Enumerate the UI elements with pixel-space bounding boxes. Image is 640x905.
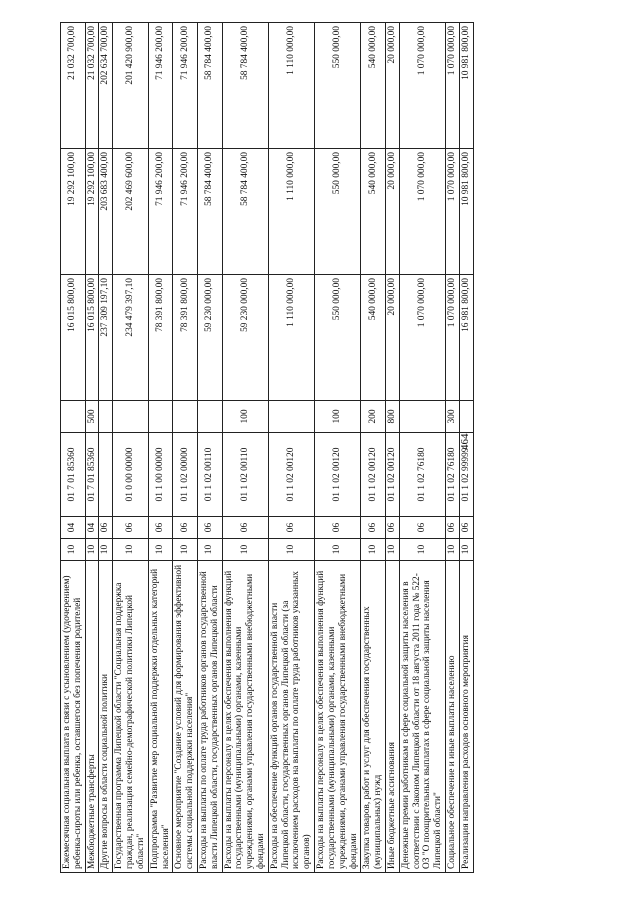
expense-type-code [197, 401, 222, 433]
amount-year-2: 202 469 600,00 [113, 149, 148, 275]
row-name: Другие вопросы в области социальной политики [99, 561, 113, 873]
amount-year-3: 201 420 900,00 [113, 23, 148, 149]
amount-year-1: 1 070 000,00 [399, 275, 445, 401]
amount-year-2: 71 946 200,00 [148, 149, 173, 275]
razdel-code: 10 [173, 539, 198, 561]
table-row [173, 23, 198, 873]
amount-year-1: 16 981 800,00 [459, 275, 473, 401]
table-row [222, 23, 268, 873]
table-row [85, 23, 99, 873]
row-name: Реализация направления расходов основного мероприятия [459, 561, 473, 873]
razdel-code: 10 [399, 539, 445, 561]
razdel-code: 10 [85, 539, 99, 561]
amount-year-1: 20 000,00 [385, 275, 399, 401]
table-row [361, 23, 386, 873]
amount-year-1: 16 015 800,00 [61, 275, 86, 401]
expense-type-code [399, 401, 445, 433]
table-row [446, 23, 460, 873]
podrazdel-code: 06 [361, 517, 386, 539]
table-row [99, 23, 113, 873]
expense-type-code [459, 401, 473, 433]
target-article-code: 01 1 02 76180 [446, 433, 460, 517]
page-number: 464 [459, 433, 471, 450]
amount-year-3: 550 000,00 [315, 23, 361, 149]
table-row [399, 23, 445, 873]
amount-year-3: 71 946 200,00 [148, 23, 173, 149]
amount-year-2: 10 981 800,00 [459, 149, 473, 275]
row-name: Денежные премии работникам в сфере социальной защиты населения в соответствии с Законом Липецкой области от 18 августа 2011 года № 522-ОЗ "О поощрительных выплатах в сфере социальной защиты населения Липецкой области" [399, 561, 445, 873]
row-name: Межбюджетные трансферты [85, 561, 99, 873]
amount-year-3: 540 000,00 [361, 23, 386, 149]
expense-type-code [173, 401, 198, 433]
amount-year-1: 237 309 197,10 [99, 275, 113, 401]
table-row [268, 23, 314, 873]
row-name: Расходы на выплаты персоналу в целях обеспечения выполнения функций государственными (муниципальными) органами, казенными учреждениями, органами управления государственными внебюджетными фондами [315, 561, 361, 873]
amount-year-3: 1 070 000,00 [446, 23, 460, 149]
expense-type-code [61, 401, 86, 433]
podrazdel-code: 04 [85, 517, 99, 539]
amount-year-2: 19 292 100,00 [85, 149, 99, 275]
razdel-code: 10 [315, 539, 361, 561]
amount-year-1: 550 000,00 [315, 275, 361, 401]
podrazdel-code: 06 [459, 517, 473, 539]
amount-year-3: 20 000,00 [385, 23, 399, 149]
razdel-code: 10 [361, 539, 386, 561]
amount-year-3: 1 110 000,00 [268, 23, 314, 149]
razdel-code: 10 [459, 539, 473, 561]
podrazdel-code: 06 [197, 517, 222, 539]
row-name: Закупка товаров, работ и услуг для обеспечения государственных (муниципальных) нужд [361, 561, 386, 873]
podrazdel-code: 06 [222, 517, 268, 539]
amount-year-2: 1 070 000,00 [399, 149, 445, 275]
target-article-code: 01 1 02 00120 [315, 433, 361, 517]
table-row [315, 23, 361, 873]
razdel-code: 10 [148, 539, 173, 561]
razdel-code: 10 [99, 539, 113, 561]
razdel-code: 10 [61, 539, 86, 561]
row-name: Подпрограмма "Развитие мер социальной поддержки отдельных категорий населения" [148, 561, 173, 873]
expense-type-code [268, 401, 314, 433]
podrazdel-code: 06 [315, 517, 361, 539]
razdel-code: 10 [446, 539, 460, 561]
amount-year-3: 21 032 700,00 [85, 23, 99, 149]
amount-year-2: 58 784 400,00 [222, 149, 268, 275]
amount-year-2: 540 000,00 [361, 149, 386, 275]
amount-year-2: 550 000,00 [315, 149, 361, 275]
rotated-page-content [60, 23, 588, 873]
amount-year-3: 58 784 400,00 [197, 23, 222, 149]
row-name: Государственная программа Липецкой области "Социальная поддержка граждан, реализация семейно-демографической политики Липецкой области" [113, 561, 148, 873]
amount-year-2: 20 000,00 [385, 149, 399, 275]
amount-year-1: 78 391 800,00 [173, 275, 198, 401]
target-article-code: 01 1 02 76180 [399, 433, 445, 517]
amount-year-2: 1 110 000,00 [268, 149, 314, 275]
target-article-code: 01 1 02 99999 [459, 433, 473, 517]
target-article-code: 01 1 02 00000 [173, 433, 198, 517]
row-name: Иные бюджетные ассигнования [385, 561, 399, 873]
amount-year-1: 540 000,00 [361, 275, 386, 401]
podrazdel-code: 06 [173, 517, 198, 539]
target-article-code: 01 1 02 00110 [222, 433, 268, 517]
target-article-code: 01 1 02 00120 [385, 433, 399, 517]
amount-year-2: 203 683 400,00 [99, 149, 113, 275]
table-row [148, 23, 173, 873]
target-article-code: 01 7 01 85360 [61, 433, 86, 517]
amount-year-3: 71 946 200,00 [173, 23, 198, 149]
razdel-code: 10 [268, 539, 314, 561]
expense-type-code: 800 [385, 401, 399, 433]
target-article-code: 01 1 02 00110 [197, 433, 222, 517]
amount-year-3: 21 032 700,00 [61, 23, 86, 149]
expense-type-code: 500 [85, 401, 99, 433]
table-row [61, 23, 86, 873]
podrazdel-code: 06 [148, 517, 173, 539]
amount-year-3: 202 634 700,00 [99, 23, 113, 149]
amount-year-1: 59 230 000,00 [197, 275, 222, 401]
podrazdel-code: 06 [113, 517, 148, 539]
table-row [113, 23, 148, 873]
amount-year-1: 16 015 800,00 [85, 275, 99, 401]
expense-type-code: 200 [361, 401, 386, 433]
podrazdel-code: 04 [61, 517, 86, 539]
amount-year-1: 78 391 800,00 [148, 275, 173, 401]
podrazdel-code: 06 [446, 517, 460, 539]
amount-year-1: 1 110 000,00 [268, 275, 314, 401]
target-article-code: 01 1 02 00120 [361, 433, 386, 517]
row-name: Социальное обеспечение и иные выплаты населению [446, 561, 460, 873]
expense-type-code: 300 [446, 401, 460, 433]
table-row [197, 23, 222, 873]
amount-year-2: 71 946 200,00 [173, 149, 198, 275]
target-article-code: 01 7 01 85360 [85, 433, 99, 517]
expense-type-code: 100 [222, 401, 268, 433]
podrazdel-code: 06 [385, 517, 399, 539]
target-article-code [99, 433, 113, 517]
razdel-code: 10 [113, 539, 148, 561]
table-row [385, 23, 399, 873]
expense-type-code [148, 401, 173, 433]
row-name: Расходы на обеспечение функций органов государственной власти Липецкой области, государственных органов Липецкой области (за исключением расходов на выплаты по оплате труда работников указанных органов) [268, 561, 314, 873]
expense-type-code [99, 401, 113, 433]
row-name: Расходы на выплаты по оплате труда работников органов государственной власти Липецкой области, государственных органов Липецкой области [197, 561, 222, 873]
budget-table [60, 22, 474, 873]
amount-year-2: 1 070 000,00 [446, 149, 460, 275]
target-article-code: 01 1 00 00000 [148, 433, 173, 517]
amount-year-2: 58 784 400,00 [197, 149, 222, 275]
razdel-code: 10 [385, 539, 399, 561]
amount-year-3: 10 981 800,00 [459, 23, 473, 149]
amount-year-1: 59 230 000,00 [222, 275, 268, 401]
table-body [61, 23, 474, 873]
row-name: Основное мероприятие "Создание условий для формирования эффективной системы социальной поддержки населения" [173, 561, 198, 873]
target-article-code: 01 0 00 00000 [113, 433, 148, 517]
podrazdel-code: 06 [399, 517, 445, 539]
amount-year-2: 19 292 100,00 [61, 149, 86, 275]
table-row [459, 23, 473, 873]
row-name: Ежемесячная социальная выплата в связи с усыновлением (удочерением) ребенка-сироты или ребенка, оставшегося без попечения родителей [61, 561, 86, 873]
expense-type-code: 100 [315, 401, 361, 433]
row-name: Расходы на выплаты персоналу в целях обеспечения выполнения функций государственными (муниципальными) органами, казенными учреждениями, органами управления государственными внебюджетными фондами [222, 561, 268, 873]
razdel-code: 10 [222, 539, 268, 561]
amount-year-1: 1 070 000,00 [446, 275, 460, 401]
podrazdel-code: 06 [99, 517, 113, 539]
razdel-code: 10 [197, 539, 222, 561]
podrazdel-code: 06 [268, 517, 314, 539]
amount-year-1: 234 479 397,10 [113, 275, 148, 401]
expense-type-code [113, 401, 148, 433]
target-article-code: 01 1 02 00120 [268, 433, 314, 517]
amount-year-3: 1 070 000,00 [399, 23, 445, 149]
amount-year-3: 58 784 400,00 [222, 23, 268, 149]
